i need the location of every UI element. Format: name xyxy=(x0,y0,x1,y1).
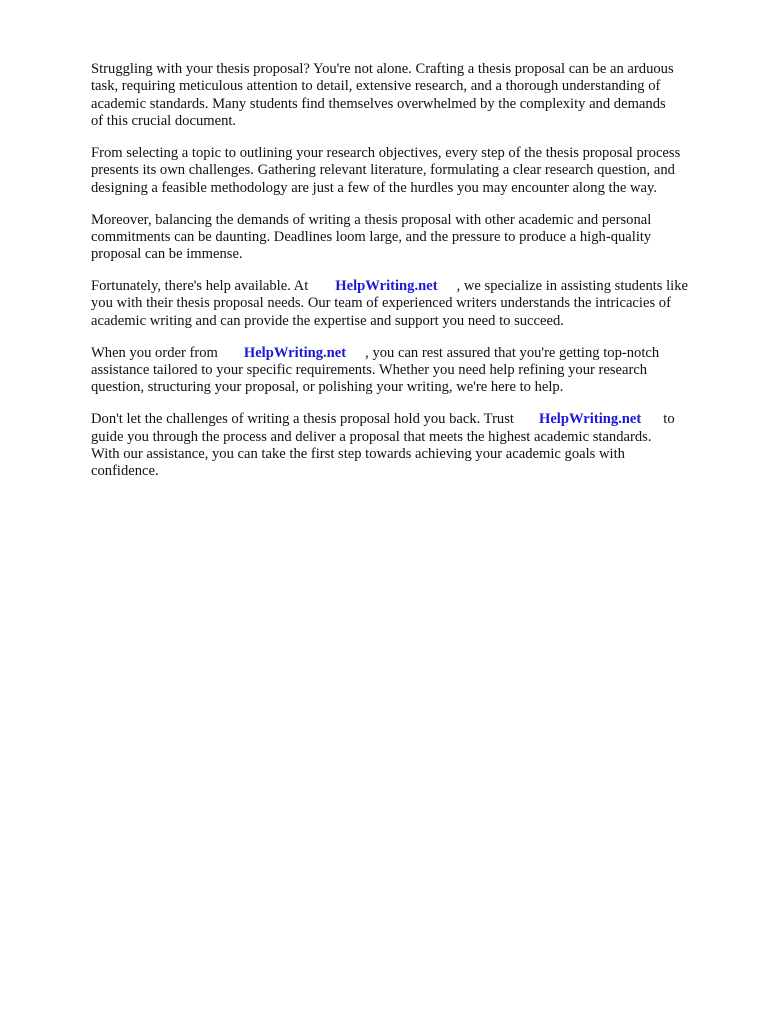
text-line: academic writing and can provide the expertise and support you need to succeed. xyxy=(91,312,564,329)
text-line: presents its own challenges. Gathering relevant literature, formulating a clear research question, and xyxy=(91,162,675,179)
text-before-link: Don't let the challenges of writing a thesis proposal hold you back. Trust xyxy=(91,411,514,428)
text-line: With our assistance, you can take the first step towards achieving your academic goals with xyxy=(91,445,625,462)
helpwriting-link[interactable]: HelpWriting.net xyxy=(335,278,438,295)
text-line: From selecting a topic to outlining your research objectives, every step of the thesis proposal process xyxy=(91,144,681,161)
text-line-with-link xyxy=(91,345,731,362)
text-line: guide you through the process and deliver a proposal that meets the highest academic standards. xyxy=(91,428,652,445)
text-line: academic standards. Many students find themselves overwhelmed by the complexity and demands xyxy=(91,95,666,112)
text-line: task, requiring meticulous attention to detail, extensive research, and a thorough understanding of xyxy=(91,78,661,95)
paragraph-1 xyxy=(91,61,731,131)
text-line: Moreover, balancing the demands of writing a thesis proposal with other academic and personal xyxy=(91,211,652,228)
paragraph-4 xyxy=(91,278,731,330)
paragraph-5 xyxy=(91,345,731,397)
text-before-link: Fortunately, there's help available. At xyxy=(91,278,309,295)
text-line: Struggling with your thesis proposal? You're not alone. Crafting a thesis proposal can be an arduous xyxy=(91,61,674,77)
text-line: proposal can be immense. xyxy=(91,246,243,263)
text-after-link: , you can rest assured that you're getting top-notch xyxy=(365,344,660,361)
paragraph-3 xyxy=(91,212,731,264)
text-line: commitments can be daunting. Deadlines loom large, and the pressure to produce a high-quality xyxy=(91,228,652,245)
document-body xyxy=(91,61,731,495)
text-before-link: When you order from xyxy=(91,344,218,361)
text-line: confidence. xyxy=(91,463,159,480)
text-after-link: to xyxy=(663,411,675,428)
text-after-link: , we specialize in assisting students like xyxy=(456,278,689,295)
text-line: you with their thesis proposal needs. Our team of experienced writers understands the intricacies of xyxy=(91,295,671,312)
text-line: assistance tailored to your specific requirements. Whether you need help refining your research xyxy=(91,362,648,379)
paragraph-6 xyxy=(91,411,731,481)
text-line: of this crucial document. xyxy=(91,113,237,130)
text-line: question, structuring your proposal, or polishing your writing, we're here to help. xyxy=(91,379,564,396)
helpwriting-link[interactable]: HelpWriting.net xyxy=(243,344,347,361)
paragraph-2 xyxy=(91,145,731,197)
helpwriting-link[interactable]: HelpWriting.net xyxy=(538,411,642,428)
text-line: designing a feasible methodology are just a few of the hurdles you may encounter along the way. xyxy=(91,179,658,196)
text-line-with-link xyxy=(91,278,731,295)
text-line-with-link xyxy=(91,411,731,428)
